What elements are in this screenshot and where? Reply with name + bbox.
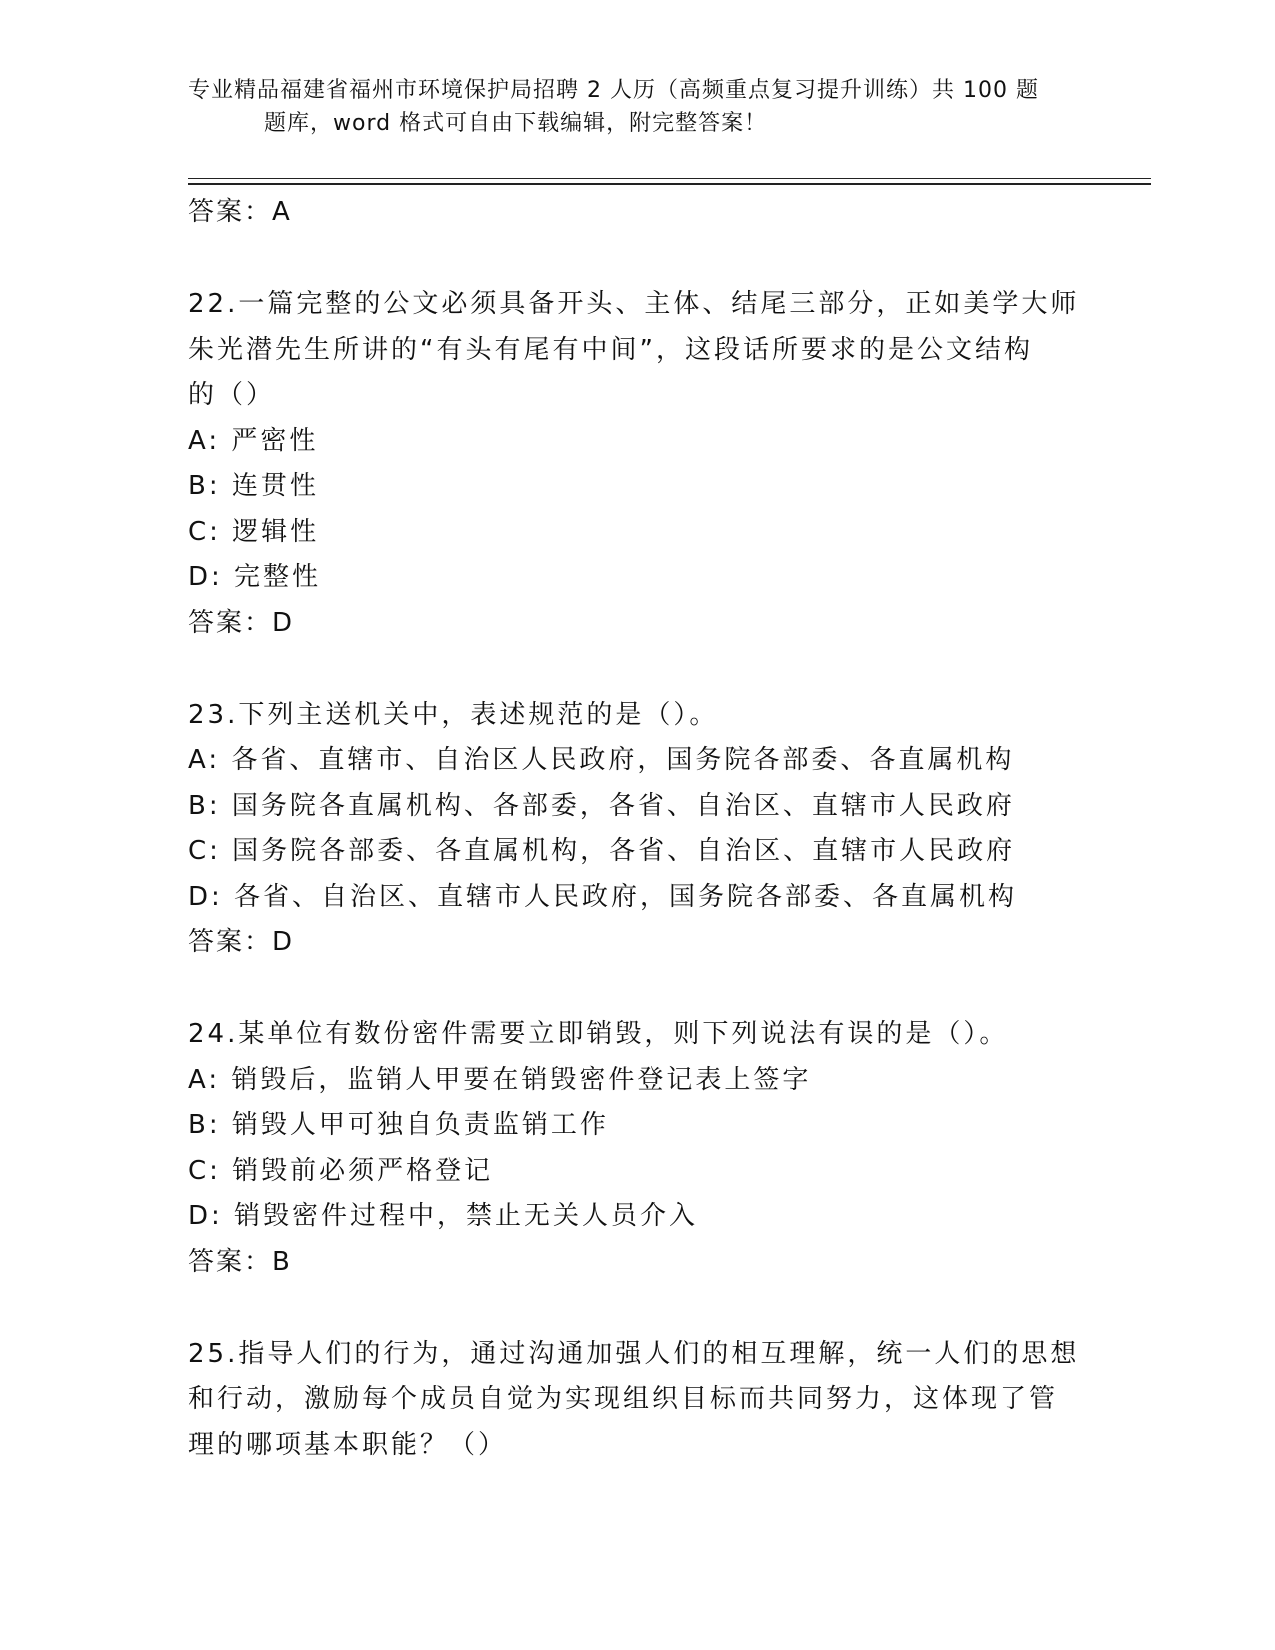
question-block [188, 282, 1108, 646]
option-a: A: 严密性 [188, 425, 319, 456]
header-line-1: 专业精品福建省福州市环境保护局招聘 2 人历（高频重点复习提升训练）共 100 题 [188, 78, 1039, 103]
option-a: A: 各省、直辖市、自治区人民政府，国务院各部委、各直属机构 [188, 745, 1015, 775]
block-gap [188, 965, 1108, 1012]
answer-line: 答案：A [188, 197, 292, 227]
answer-line: 答案：B [188, 1246, 292, 1277]
header-rule-thin [188, 178, 1151, 179]
option-a: A: 销毁后，监销人甲要在销毁密件登记表上签字 [188, 1064, 812, 1095]
question-block [188, 1332, 1108, 1469]
question-text: 朱光潜先生所讲的“有头有尾有中间”，这段话所要求的是公文结构 [188, 334, 1033, 365]
option-b: B: 销毁人甲可独自负责监销工作 [188, 1110, 609, 1140]
option-b: B: 国务院各直属机构、各部委，各省、自治区、直辖市人民政府 [188, 790, 1015, 821]
block-gap [188, 1285, 1108, 1332]
option-c: C: 逻辑性 [188, 516, 320, 547]
block-gap [188, 646, 1108, 693]
option-c: C: 国务院各部委、各直属机构，各省、自治区、直辖市人民政府 [188, 836, 1016, 866]
question-block [188, 1012, 1108, 1285]
answer-line: 答案：D [188, 927, 295, 957]
option-d: D: 销毁密件过程中，禁止无关人员介入 [188, 1201, 699, 1231]
answer-line: 答案：D [188, 607, 295, 638]
option-c: C: 销毁前必须严格登记 [188, 1155, 494, 1186]
question-text: 24.某单位有数份密件需要立即销毁，则下列说法有误的是（）。 [188, 1019, 1009, 1049]
question-block [188, 190, 1108, 235]
document-header [188, 74, 1088, 140]
option-b: B: 连贯性 [188, 471, 319, 501]
header-rule-thick [188, 183, 1151, 185]
question-text: 的（） [188, 380, 276, 410]
document-body [188, 190, 1108, 1468]
header-line-2: 题库，word 格式可自由下载编辑，附完整答案！ [264, 111, 768, 136]
block-gap [188, 235, 1108, 282]
question-text: 23.下列主送机关中，表述规范的是（）。 [188, 699, 719, 730]
question-text: 和行动，激励每个成员自觉为实现组织目标而共同努力，这体现了管 [188, 1384, 1059, 1414]
question-text: 25.指导人们的行为，通过沟通加强人们的相互理解，统一人们的思想 [188, 1338, 1080, 1369]
question-text: 22.一篇完整的公文必须具备开头、主体、结尾三部分，正如美学大师 [188, 289, 1080, 319]
question-block [188, 693, 1108, 966]
option-d: D: 各省、自治区、直辖市人民政府，国务院各部委、各直属机构 [188, 881, 1018, 912]
option-d: D: 完整性 [188, 562, 322, 592]
question-text: 理的哪项基本职能？（） [188, 1429, 508, 1460]
